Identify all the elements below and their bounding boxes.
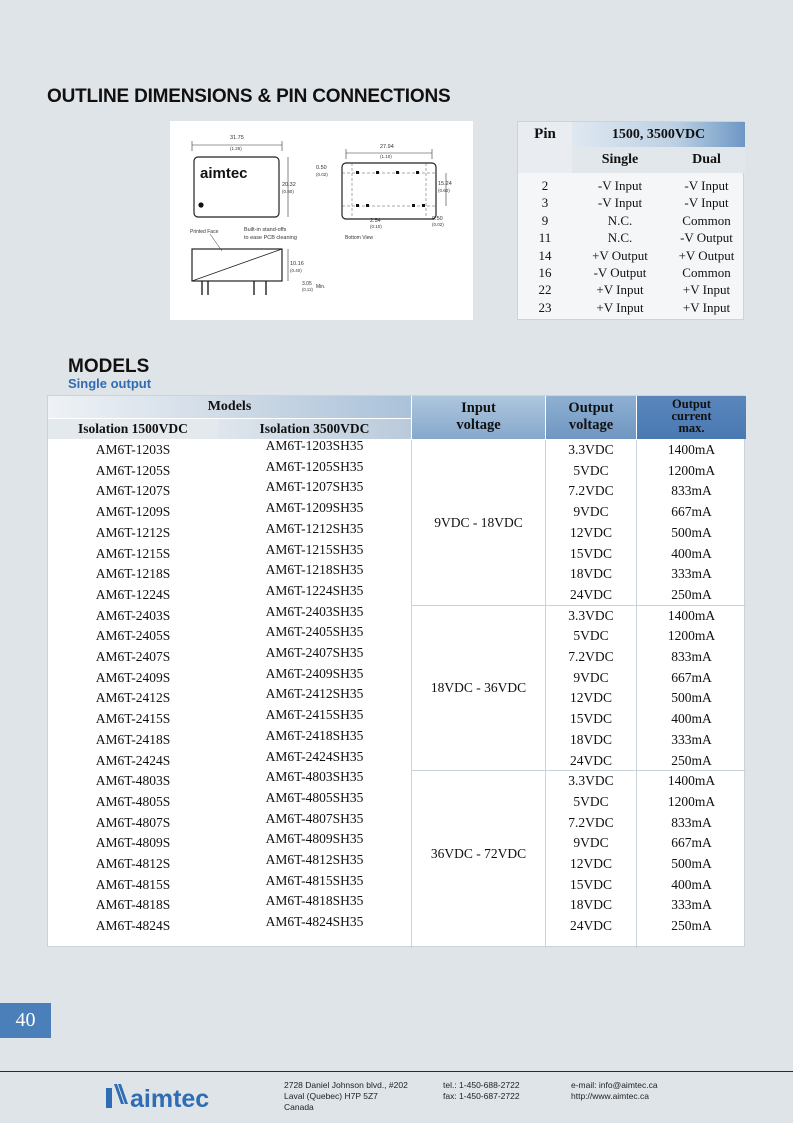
dim-top-left: 31.75 bbox=[230, 135, 244, 141]
output-current: 667mA bbox=[671, 835, 712, 851]
model-3500vdc: AM6T-1212SH35 bbox=[265, 520, 364, 536]
model-1500vdc: AM6T-1203S bbox=[95, 442, 171, 457]
model-3500vdc: AM6T-4824SH35 bbox=[265, 914, 364, 930]
model-1500vdc: AM6T-4805S bbox=[95, 793, 171, 809]
pin-dual-function: Common bbox=[682, 265, 731, 280]
model-3500vdc: AM6T-1215SH35 bbox=[265, 541, 364, 557]
output-header-line1: Output bbox=[568, 400, 614, 416]
output-current: 1200mA bbox=[667, 793, 716, 809]
output-current: 500mA bbox=[671, 690, 712, 706]
dim-body-in: (0.40) bbox=[290, 268, 302, 273]
models-col-header: Models bbox=[48, 396, 411, 418]
output-current: 833mA bbox=[671, 649, 712, 664]
pin-col-header: Pin bbox=[518, 122, 572, 147]
output-voltage: 5VDC bbox=[573, 628, 609, 644]
output-current: 1400mA bbox=[667, 607, 716, 623]
isolation-col-header: 1500, 3500VDC bbox=[572, 122, 745, 147]
iso3500-col-header: Isolation 3500VDC bbox=[218, 419, 411, 439]
pin-number: 3 bbox=[541, 195, 549, 211]
output-current: 833mA bbox=[671, 814, 712, 830]
model-1500vdc: AM6T-2415S bbox=[95, 711, 171, 727]
output-voltage: 15VDC bbox=[569, 876, 612, 892]
dual-col-header: Dual bbox=[668, 147, 745, 173]
dim-lead: 3.05 bbox=[302, 281, 312, 287]
output-voltage: 18VDC bbox=[569, 731, 612, 747]
address-line-2: Laval (Quebec) H7P 5Z7 bbox=[284, 1091, 378, 1101]
output-voltage: 24VDC bbox=[569, 918, 612, 934]
dim-050: 0.50 bbox=[316, 165, 327, 171]
pin-dual-function: Common bbox=[682, 212, 731, 228]
model-1500vdc: AM6T-4807S bbox=[95, 814, 171, 830]
model-3500vdc: AM6T-4812SH35 bbox=[265, 852, 364, 867]
input-voltage-range: 9VDC - 18VDC bbox=[434, 514, 523, 530]
model-3500vdc: AM6T-4803SH35 bbox=[265, 769, 364, 785]
model-3500vdc: AM6T-4809SH35 bbox=[265, 831, 364, 847]
pin-row bbox=[518, 299, 745, 316]
pin-number: 14 bbox=[538, 247, 552, 263]
output-voltage: 18VDC bbox=[569, 566, 612, 582]
model-1500vdc: AM6T-2424S bbox=[95, 752, 171, 768]
model-3500vdc: AM6T-2415SH35 bbox=[265, 707, 364, 723]
output-voltage: 15VDC bbox=[569, 545, 612, 561]
output-current: 333mA bbox=[671, 566, 712, 582]
output-voltage: 15VDC bbox=[569, 711, 612, 727]
output-voltage-col-header bbox=[546, 396, 636, 439]
pin-number: 23 bbox=[538, 299, 552, 315]
dim-050-in: (0.02) bbox=[316, 172, 328, 177]
output-voltage: 7.2VDC bbox=[568, 483, 614, 499]
pin-single-function: +V Input bbox=[596, 299, 644, 315]
model-1500vdc: AM6T-4824S bbox=[95, 918, 171, 934]
models-heading: MODELS bbox=[68, 356, 150, 377]
model-1500vdc: AM6T-1207S bbox=[95, 483, 171, 499]
pin-dual-function: -V Output bbox=[680, 230, 733, 246]
model-3500vdc: AM6T-4815SH35 bbox=[265, 872, 364, 888]
pin-row bbox=[518, 177, 745, 194]
pin-dual-function: -V Input bbox=[684, 195, 729, 211]
pin-row bbox=[518, 281, 745, 298]
output-current: 250mA bbox=[671, 918, 712, 934]
address-line-3: Canada bbox=[284, 1102, 314, 1112]
output-current: 667mA bbox=[671, 669, 712, 685]
pin-single-function: -V Input bbox=[597, 195, 643, 211]
model-3500vdc: AM6T-2412SH35 bbox=[265, 686, 364, 702]
standoff-label-2: to ease PCB cleaning bbox=[244, 235, 297, 241]
standoff-label-1: Built-in stand-offs bbox=[244, 227, 287, 233]
pin-single-function: -V Input bbox=[597, 178, 643, 193]
output-voltage: 12VDC bbox=[569, 524, 612, 540]
dim-pitch-in: (0.10) bbox=[370, 224, 382, 229]
pin-dual-function: +V Input bbox=[682, 282, 731, 298]
model-1500vdc: AM6T-1218S bbox=[95, 566, 171, 582]
model-1500vdc: AM6T-4809S bbox=[95, 835, 171, 851]
output-current: 333mA bbox=[671, 897, 712, 913]
model-3500vdc: AM6T-1207SH35 bbox=[265, 479, 364, 495]
pin-row bbox=[518, 194, 745, 211]
pin-row bbox=[518, 212, 745, 229]
pin-row bbox=[518, 247, 745, 264]
output-current: 400mA bbox=[671, 711, 712, 727]
dim-side-in: (0.60) bbox=[438, 188, 450, 193]
bottom-view-label: Bottom View bbox=[345, 235, 373, 241]
models-table bbox=[47, 395, 745, 947]
output-current: 400mA bbox=[671, 545, 712, 561]
dim-top-left-in: (1.25) bbox=[230, 146, 242, 151]
model-1500vdc: AM6T-4803S bbox=[95, 773, 171, 789]
input-voltage-col-header bbox=[412, 396, 545, 439]
input-voltage-range: 36VDC - 72VDC bbox=[430, 845, 527, 861]
tel-number: tel.: 1-450-688-2722 bbox=[443, 1080, 520, 1090]
model-1500vdc: AM6T-2412S bbox=[95, 690, 171, 706]
output-current: 250mA bbox=[671, 752, 712, 768]
output-current: 333mA bbox=[671, 731, 712, 747]
current-header-line3: max. bbox=[678, 421, 705, 435]
output-voltage: 7.2VDC bbox=[568, 814, 614, 830]
dim-lead-in: (0.12) bbox=[302, 287, 313, 292]
footer-divider bbox=[0, 1071, 793, 1072]
output-voltage: 5VDC bbox=[573, 793, 609, 809]
output-voltage: 24VDC bbox=[569, 586, 612, 602]
model-1500vdc: AM6T-2407S bbox=[95, 649, 171, 664]
pin-single-function: +V Input bbox=[596, 282, 644, 298]
model-1500vdc: AM6T-4812S bbox=[95, 856, 171, 871]
model-1500vdc: AM6T-2405S bbox=[95, 628, 171, 644]
dimension-drawing-svg bbox=[170, 121, 473, 320]
output-current: 1400mA bbox=[667, 773, 716, 789]
output-voltage: 9VDC bbox=[573, 835, 609, 851]
output-current: 500mA bbox=[671, 524, 712, 540]
input-header-line2: voltage bbox=[456, 417, 501, 433]
dim-height-in: (0.80) bbox=[282, 189, 294, 194]
fax-number: fax: 1-450-687-2722 bbox=[443, 1091, 520, 1101]
output-current: 1200mA bbox=[667, 462, 716, 478]
current-header-line1: Output bbox=[672, 397, 711, 411]
page-number: 40 bbox=[0, 1003, 51, 1038]
current-header-line2: current bbox=[671, 409, 712, 423]
outline-drawing bbox=[170, 121, 473, 320]
pin-number: 16 bbox=[538, 265, 552, 280]
model-3500vdc: AM6T-4807SH35 bbox=[265, 810, 364, 826]
pin-row bbox=[518, 229, 745, 246]
model-3500vdc: AM6T-1203SH35 bbox=[265, 438, 364, 453]
model-1500vdc: AM6T-2409S bbox=[95, 669, 171, 685]
pin-number: 11 bbox=[538, 230, 552, 246]
model-1500vdc: AM6T-1215S bbox=[95, 545, 171, 561]
output-current: 500mA bbox=[671, 856, 712, 871]
pin-number: 9 bbox=[541, 212, 549, 228]
output-voltage: 12VDC bbox=[569, 856, 612, 871]
output-voltage: 18VDC bbox=[569, 897, 612, 913]
output-voltage: 24VDC bbox=[569, 752, 612, 768]
pin-dual-function: +V Input bbox=[682, 299, 731, 315]
pin-single-function: N.C. bbox=[607, 230, 633, 246]
dim-pin: 0.50 bbox=[432, 216, 443, 222]
model-3500vdc: AM6T-2418SH35 bbox=[265, 727, 364, 743]
model-1500vdc: AM6T-4818S bbox=[95, 897, 171, 913]
output-current: 1200mA bbox=[667, 628, 716, 644]
output-voltage: 9VDC bbox=[573, 669, 609, 685]
output-current: 1400mA bbox=[667, 442, 716, 457]
model-3500vdc: AM6T-2407SH35 bbox=[265, 645, 364, 660]
dim-height: 20.32 bbox=[282, 182, 296, 188]
output-current: 250mA bbox=[671, 586, 712, 602]
model-3500vdc: AM6T-1209SH35 bbox=[265, 500, 364, 516]
output-voltage: 3.3VDC bbox=[568, 607, 614, 623]
outline-heading: OUTLINE DIMENSIONS & PIN CONNECTIONS bbox=[47, 86, 451, 107]
pin-dual-function: +V Output bbox=[678, 247, 735, 263]
dim-side: 15.24 bbox=[438, 181, 452, 187]
dim-body: 10.16 bbox=[290, 261, 304, 267]
model-1500vdc: AM6T-1209S bbox=[95, 504, 171, 520]
model-1500vdc: AM6T-1212S bbox=[95, 524, 171, 540]
output-voltage: 7.2VDC bbox=[568, 649, 614, 664]
model-1500vdc: AM6T-1205S bbox=[95, 462, 171, 478]
output-current: 400mA bbox=[671, 876, 712, 892]
pin-number: 22 bbox=[538, 282, 552, 298]
printed-face-label: Printed Face bbox=[190, 229, 219, 235]
website-link[interactable]: http://www.aimtec.ca bbox=[571, 1091, 649, 1101]
model-3500vdc: AM6T-4805SH35 bbox=[265, 789, 364, 805]
models-subheading: Single output bbox=[68, 376, 152, 391]
address-line-1: 2728 Daniel Johnson blvd., #202 bbox=[284, 1080, 408, 1090]
output-voltage: 3.3VDC bbox=[568, 442, 614, 457]
output-current-col-header bbox=[637, 396, 746, 439]
single-col-header: Single bbox=[572, 147, 668, 173]
output-voltage: 9VDC bbox=[573, 504, 609, 520]
output-voltage: 3.3VDC bbox=[568, 773, 614, 789]
pin-single-function: -V Output bbox=[593, 265, 647, 280]
dim-min: Min. bbox=[316, 284, 326, 290]
model-1500vdc: AM6T-4815S bbox=[95, 876, 171, 892]
model-3500vdc: AM6T-2405SH35 bbox=[265, 624, 364, 640]
pin-dual-function: -V Input bbox=[684, 178, 729, 193]
pin-number: 2 bbox=[541, 178, 549, 193]
model-row bbox=[48, 916, 746, 937]
aimtec-logo bbox=[104, 1078, 224, 1114]
pin-row bbox=[518, 264, 745, 281]
output-voltage: 5VDC bbox=[573, 462, 609, 478]
model-3500vdc: AM6T-1224SH35 bbox=[265, 582, 364, 598]
model-1500vdc: AM6T-2418S bbox=[95, 731, 171, 747]
footer-address bbox=[284, 1080, 408, 1113]
footer-brand: aimtec bbox=[130, 1085, 210, 1113]
email-link[interactable]: e-mail: info@aimtec.ca bbox=[571, 1080, 658, 1090]
output-current: 667mA bbox=[671, 504, 712, 520]
input-voltage-range: 18VDC - 36VDC bbox=[430, 680, 527, 696]
dim-top-right: 27.94 bbox=[380, 144, 394, 150]
model-3500vdc: AM6T-1218SH35 bbox=[265, 562, 364, 578]
dim-pin-in: (0.02) bbox=[432, 222, 444, 227]
model-3500vdc: AM6T-2424SH35 bbox=[265, 748, 364, 764]
output-header-line2: voltage bbox=[568, 417, 614, 433]
output-current: 833mA bbox=[671, 483, 712, 499]
model-3500vdc: AM6T-4818SH35 bbox=[265, 893, 364, 909]
output-voltage: 12VDC bbox=[569, 690, 612, 706]
footer-phone bbox=[443, 1080, 520, 1102]
model-3500vdc: AM6T-2403SH35 bbox=[265, 603, 364, 619]
footer-contact bbox=[571, 1080, 658, 1102]
model-3500vdc: AM6T-2409SH35 bbox=[265, 665, 364, 681]
model-1500vdc: AM6T-1224S bbox=[95, 586, 171, 602]
dim-pitch: 2.54 bbox=[370, 218, 381, 224]
iso1500-col-header: Isolation 1500VDC bbox=[48, 419, 218, 439]
dim-top-right-in: (1.10) bbox=[380, 154, 392, 159]
model-1500vdc: AM6T-2403S bbox=[95, 607, 171, 623]
pin-connections-table bbox=[517, 121, 744, 320]
input-header-line1: Input bbox=[461, 400, 496, 416]
pin-single-function: N.C. bbox=[607, 212, 633, 228]
model-3500vdc: AM6T-1205SH35 bbox=[265, 458, 364, 474]
drawing-brand: aimtec bbox=[200, 165, 248, 182]
pin-single-function: +V Output bbox=[592, 247, 648, 263]
